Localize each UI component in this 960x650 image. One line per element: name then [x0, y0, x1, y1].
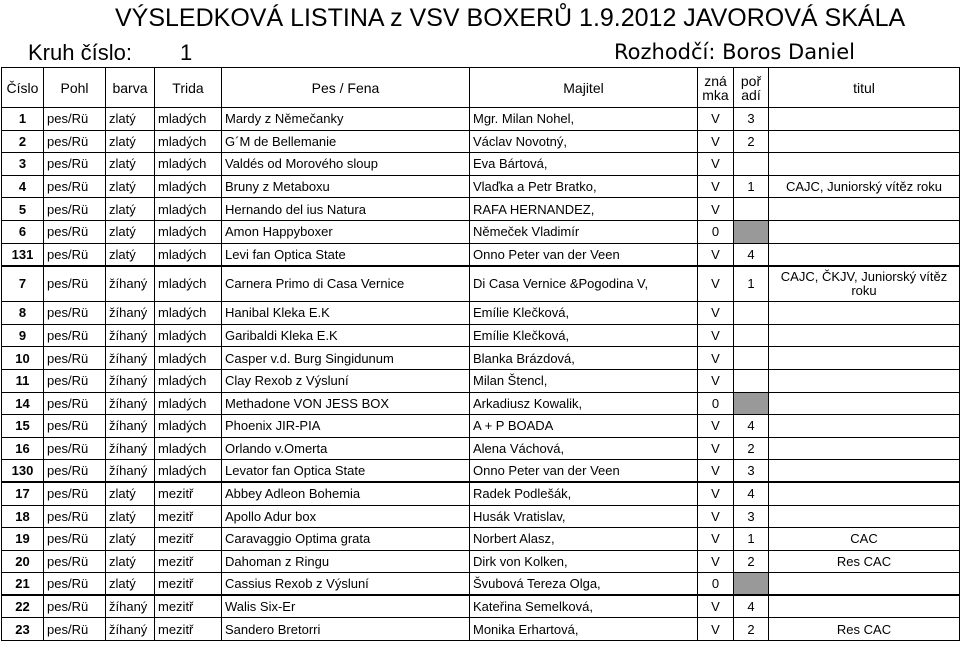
- col-header-znamka: zná mka: [698, 68, 734, 108]
- cell-title: CAC: [769, 528, 960, 551]
- cell-color: žíhaný: [106, 369, 155, 392]
- cell-title: Res CAC: [769, 618, 960, 641]
- cell-grade: V: [698, 460, 734, 483]
- cell-owner: Němeček Vladimír: [470, 220, 698, 243]
- cell-owner: Emílie Klečková,: [470, 324, 698, 347]
- cell-color: zlatý: [106, 482, 155, 505]
- cell-owner: RAFA HERNANDEZ,: [470, 198, 698, 221]
- col-header-cislo: Číslo: [2, 68, 44, 108]
- cell-grade: V: [698, 528, 734, 551]
- cell-placement: 3: [734, 505, 769, 528]
- cell-placement: [734, 347, 769, 370]
- cell-grade: V: [698, 108, 734, 131]
- cell-grade: V: [698, 505, 734, 528]
- table-row: [2, 573, 960, 596]
- cell-grade: V: [698, 550, 734, 573]
- cell-owner: Emílie Klečková,: [470, 302, 698, 325]
- cell-class: mladých: [155, 130, 222, 153]
- table-row: [2, 175, 960, 198]
- cell-owner: Václav Novotný,: [470, 130, 698, 153]
- cell-number: 130: [2, 460, 44, 483]
- cell-dog-name: Dahoman z Ringu: [222, 550, 470, 573]
- cell-dog-name: Hernando del ius Natura: [222, 198, 470, 221]
- cell-title: [769, 369, 960, 392]
- table-row: [2, 460, 960, 483]
- cell-owner: Radek Podlešák,: [470, 482, 698, 505]
- cell-owner: Vlaďka a Petr Bratko,: [470, 175, 698, 198]
- cell-owner: Dirk von Kolken,: [470, 550, 698, 573]
- cell-placement: 4: [734, 482, 769, 505]
- cell-placement: [734, 198, 769, 221]
- table-body: [2, 108, 960, 641]
- cell-grade: 0: [698, 220, 734, 243]
- cell-placement: [734, 392, 769, 415]
- cell-title: [769, 347, 960, 370]
- col-header-trida: Trida: [155, 68, 222, 108]
- cell-color: žíhaný: [106, 460, 155, 483]
- cell-title: [769, 460, 960, 483]
- cell-grade: V: [698, 618, 734, 641]
- results-table: [1, 67, 960, 641]
- cell-class: mladých: [155, 153, 222, 176]
- cell-class: mladých: [155, 347, 222, 370]
- cell-dog-name: Amon Happyboxer: [222, 220, 470, 243]
- cell-sex: pes/Rü: [44, 220, 106, 243]
- cell-title: [769, 108, 960, 131]
- cell-placement: [734, 220, 769, 243]
- cell-number: 16: [2, 437, 44, 460]
- col-header-titul: titul: [769, 68, 960, 108]
- cell-color: žíhaný: [106, 302, 155, 325]
- cell-class: mladých: [155, 175, 222, 198]
- cell-dog-name: Casper v.d. Burg Singidunum: [222, 347, 470, 370]
- cell-title: [769, 220, 960, 243]
- cell-color: zlatý: [106, 550, 155, 573]
- cell-placement: 1: [734, 175, 769, 198]
- cell-class: mladých: [155, 369, 222, 392]
- judge-name: Rozhodčí: Boros Daniel: [614, 40, 855, 64]
- table-header-row: [2, 68, 960, 108]
- cell-dog-name: Mardy z Němečanky: [222, 108, 470, 131]
- cell-dog-name: Garibaldi Kleka E.K: [222, 324, 470, 347]
- table-row: [2, 505, 960, 528]
- cell-sex: pes/Rü: [44, 324, 106, 347]
- cell-title: [769, 392, 960, 415]
- cell-class: mladých: [155, 243, 222, 266]
- cell-owner: Arkadiusz Kowalik,: [470, 392, 698, 415]
- table-row: [2, 324, 960, 347]
- table-row: [2, 130, 960, 153]
- cell-dog-name: Abbey Adleon Bohemia: [222, 482, 470, 505]
- table-row: [2, 266, 960, 302]
- ring-label: Kruh číslo:: [28, 40, 132, 65]
- cell-dog-name: Clay Rexob z Výsluní: [222, 369, 470, 392]
- table-row: [2, 153, 960, 176]
- cell-title: CAJC, Juniorský vítěz roku: [769, 175, 960, 198]
- cell-sex: pes/Rü: [44, 573, 106, 596]
- table-row: [2, 369, 960, 392]
- cell-owner: Mgr. Milan Nohel,: [470, 108, 698, 131]
- cell-owner: Alena Váchová,: [470, 437, 698, 460]
- cell-owner: Onno Peter van der Veen: [470, 243, 698, 266]
- cell-number: 2: [2, 130, 44, 153]
- cell-color: žíhaný: [106, 437, 155, 460]
- table-row: [2, 220, 960, 243]
- table-row: [2, 618, 960, 641]
- cell-number: 18: [2, 505, 44, 528]
- cell-owner: Monika Erhartová,: [470, 618, 698, 641]
- cell-dog-name: Levi fan Optica State: [222, 243, 470, 266]
- cell-grade: V: [698, 324, 734, 347]
- cell-class: mladých: [155, 220, 222, 243]
- cell-placement: [734, 324, 769, 347]
- table-row: [2, 482, 960, 505]
- cell-dog-name: Bruny z Metaboxu: [222, 175, 470, 198]
- cell-grade: 0: [698, 573, 734, 596]
- cell-placement: [734, 369, 769, 392]
- cell-color: zlatý: [106, 175, 155, 198]
- cell-placement: 2: [734, 550, 769, 573]
- cell-dog-name: Phoenix JIR-PIA: [222, 415, 470, 438]
- cell-number: 11: [2, 369, 44, 392]
- cell-number: 1: [2, 108, 44, 131]
- cell-title: CAJC, ČKJV, Juniorský vítěz roku: [769, 266, 960, 302]
- cell-sex: pes/Rü: [44, 175, 106, 198]
- cell-color: zlatý: [106, 505, 155, 528]
- cell-grade: V: [698, 595, 734, 618]
- col-header-barva: barva: [106, 68, 155, 108]
- cell-sex: pes/Rü: [44, 266, 106, 302]
- cell-placement: 2: [734, 437, 769, 460]
- cell-sex: pes/Rü: [44, 153, 106, 176]
- cell-sex: pes/Rü: [44, 243, 106, 266]
- cell-owner: Norbert Alasz,: [470, 528, 698, 551]
- cell-owner: Husák Vratislav,: [470, 505, 698, 528]
- cell-grade: V: [698, 198, 734, 221]
- cell-grade: V: [698, 302, 734, 325]
- cell-number: 8: [2, 302, 44, 325]
- cell-color: žíhaný: [106, 266, 155, 302]
- cell-sex: pes/Rü: [44, 369, 106, 392]
- cell-owner: Kateřina Semelková,: [470, 595, 698, 618]
- cell-placement: 4: [734, 243, 769, 266]
- cell-class: mladých: [155, 437, 222, 460]
- cell-sex: pes/Rü: [44, 550, 106, 573]
- cell-sex: pes/Rü: [44, 595, 106, 618]
- cell-owner: Onno Peter van der Veen: [470, 460, 698, 483]
- cell-owner: Blanka Brázdová,: [470, 347, 698, 370]
- cell-title: [769, 153, 960, 176]
- cell-grade: V: [698, 243, 734, 266]
- cell-grade: V: [698, 369, 734, 392]
- cell-sex: pes/Rü: [44, 198, 106, 221]
- cell-grade: V: [698, 266, 734, 302]
- cell-class: mezitř: [155, 482, 222, 505]
- cell-number: 6: [2, 220, 44, 243]
- cell-number: 19: [2, 528, 44, 551]
- cell-number: 14: [2, 392, 44, 415]
- cell-class: mezitř: [155, 550, 222, 573]
- cell-class: mezitř: [155, 595, 222, 618]
- table-row: [2, 437, 960, 460]
- cell-number: 17: [2, 482, 44, 505]
- cell-class: mladých: [155, 108, 222, 131]
- cell-number: 20: [2, 550, 44, 573]
- cell-placement: 2: [734, 618, 769, 641]
- cell-number: 3: [2, 153, 44, 176]
- cell-title: [769, 243, 960, 266]
- cell-placement: 4: [734, 595, 769, 618]
- table-row: [2, 528, 960, 551]
- table-row: [2, 302, 960, 325]
- table-row: [2, 198, 960, 221]
- table-row: [2, 550, 960, 573]
- page-title: VÝSLEDKOVÁ LISTINA z VSV BOXERŮ 1.9.2012 JAVOROVÁ SKÁLA: [115, 4, 906, 32]
- cell-number: 7: [2, 266, 44, 302]
- cell-title: Res CAC: [769, 550, 960, 573]
- cell-placement: 1: [734, 266, 769, 302]
- cell-class: mladých: [155, 392, 222, 415]
- cell-placement: [734, 153, 769, 176]
- cell-grade: V: [698, 415, 734, 438]
- cell-title: [769, 595, 960, 618]
- cell-grade: 0: [698, 392, 734, 415]
- cell-placement: 4: [734, 415, 769, 438]
- cell-owner: Eva Bártová,: [470, 153, 698, 176]
- cell-color: zlatý: [106, 243, 155, 266]
- cell-owner: Švubová Tereza Olga,: [470, 573, 698, 596]
- cell-dog-name: Apollo Adur box: [222, 505, 470, 528]
- cell-dog-name: Orlando v.Omerta: [222, 437, 470, 460]
- cell-dog-name: Caravaggio Optima grata: [222, 528, 470, 551]
- cell-placement: [734, 302, 769, 325]
- cell-class: mladých: [155, 324, 222, 347]
- cell-dog-name: Carnera Primo di Casa Vernice: [222, 266, 470, 302]
- cell-sex: pes/Rü: [44, 415, 106, 438]
- cell-dog-name: G´M de Bellemanie: [222, 130, 470, 153]
- cell-color: zlatý: [106, 528, 155, 551]
- cell-grade: V: [698, 437, 734, 460]
- cell-color: zlatý: [106, 220, 155, 243]
- cell-class: mladých: [155, 266, 222, 302]
- cell-color: žíhaný: [106, 595, 155, 618]
- cell-sex: pes/Rü: [44, 347, 106, 370]
- cell-placement: 1: [734, 528, 769, 551]
- cell-color: žíhaný: [106, 392, 155, 415]
- cell-number: 10: [2, 347, 44, 370]
- cell-sex: pes/Rü: [44, 460, 106, 483]
- cell-sex: pes/Rü: [44, 392, 106, 415]
- table-row: [2, 595, 960, 618]
- cell-class: mezitř: [155, 573, 222, 596]
- cell-title: [769, 324, 960, 347]
- cell-title: [769, 437, 960, 460]
- cell-color: zlatý: [106, 130, 155, 153]
- cell-owner: Milan Štencl,: [470, 369, 698, 392]
- cell-grade: V: [698, 175, 734, 198]
- cell-placement: [734, 573, 769, 596]
- cell-title: [769, 573, 960, 596]
- ring-number: 1: [180, 40, 193, 65]
- cell-title: [769, 505, 960, 528]
- cell-owner: A + P BOADA: [470, 415, 698, 438]
- col-header-pohl: Pohl: [44, 68, 106, 108]
- cell-color: žíhaný: [106, 347, 155, 370]
- cell-sex: pes/Rü: [44, 482, 106, 505]
- cell-class: mladých: [155, 302, 222, 325]
- cell-sex: pes/Rü: [44, 437, 106, 460]
- cell-sex: pes/Rü: [44, 130, 106, 153]
- cell-dog-name: Cassius Rexob z Výsluní: [222, 573, 470, 596]
- cell-number: 21: [2, 573, 44, 596]
- cell-sex: pes/Rü: [44, 528, 106, 551]
- cell-placement: 3: [734, 460, 769, 483]
- table-row: [2, 108, 960, 131]
- cell-dog-name: Methadone VON JESS BOX: [222, 392, 470, 415]
- cell-title: [769, 198, 960, 221]
- cell-number: 5: [2, 198, 44, 221]
- col-header-pes: Pes / Fena: [222, 68, 470, 108]
- cell-color: zlatý: [106, 198, 155, 221]
- cell-dog-name: Valdés od Morového sloup: [222, 153, 470, 176]
- col-header-majitel: Majitel: [470, 68, 698, 108]
- cell-owner: Di Casa Vernice &Pogodina V,: [470, 266, 698, 302]
- cell-title: [769, 302, 960, 325]
- cell-sex: pes/Rü: [44, 108, 106, 131]
- cell-class: mezitř: [155, 618, 222, 641]
- cell-color: žíhaný: [106, 618, 155, 641]
- cell-color: žíhaný: [106, 415, 155, 438]
- cell-grade: V: [698, 347, 734, 370]
- table-row: [2, 243, 960, 266]
- cell-class: mezitř: [155, 528, 222, 551]
- cell-dog-name: Hanibal Kleka E.K: [222, 302, 470, 325]
- cell-grade: V: [698, 153, 734, 176]
- cell-sex: pes/Rü: [44, 618, 106, 641]
- cell-dog-name: Sandero Bretorri: [222, 618, 470, 641]
- cell-number: 22: [2, 595, 44, 618]
- cell-number: 4: [2, 175, 44, 198]
- table-row: [2, 392, 960, 415]
- cell-dog-name: Walis Six-Er: [222, 595, 470, 618]
- cell-number: 23: [2, 618, 44, 641]
- cell-class: mladých: [155, 460, 222, 483]
- cell-number: 131: [2, 243, 44, 266]
- cell-title: [769, 482, 960, 505]
- cell-class: mezitř: [155, 505, 222, 528]
- cell-sex: pes/Rü: [44, 505, 106, 528]
- cell-number: 9: [2, 324, 44, 347]
- cell-color: zlatý: [106, 573, 155, 596]
- cell-title: [769, 130, 960, 153]
- cell-grade: V: [698, 482, 734, 505]
- cell-class: mladých: [155, 415, 222, 438]
- cell-color: zlatý: [106, 153, 155, 176]
- cell-color: žíhaný: [106, 324, 155, 347]
- table-row: [2, 347, 960, 370]
- cell-grade: V: [698, 130, 734, 153]
- cell-title: [769, 415, 960, 438]
- cell-placement: 3: [734, 108, 769, 131]
- cell-sex: pes/Rü: [44, 302, 106, 325]
- cell-dog-name: Levator fan Optica State: [222, 460, 470, 483]
- table-row: [2, 415, 960, 438]
- col-header-poradi: poř adí: [734, 68, 769, 108]
- cell-class: mladých: [155, 198, 222, 221]
- cell-placement: 2: [734, 130, 769, 153]
- cell-color: zlatý: [106, 108, 155, 131]
- cell-number: 15: [2, 415, 44, 438]
